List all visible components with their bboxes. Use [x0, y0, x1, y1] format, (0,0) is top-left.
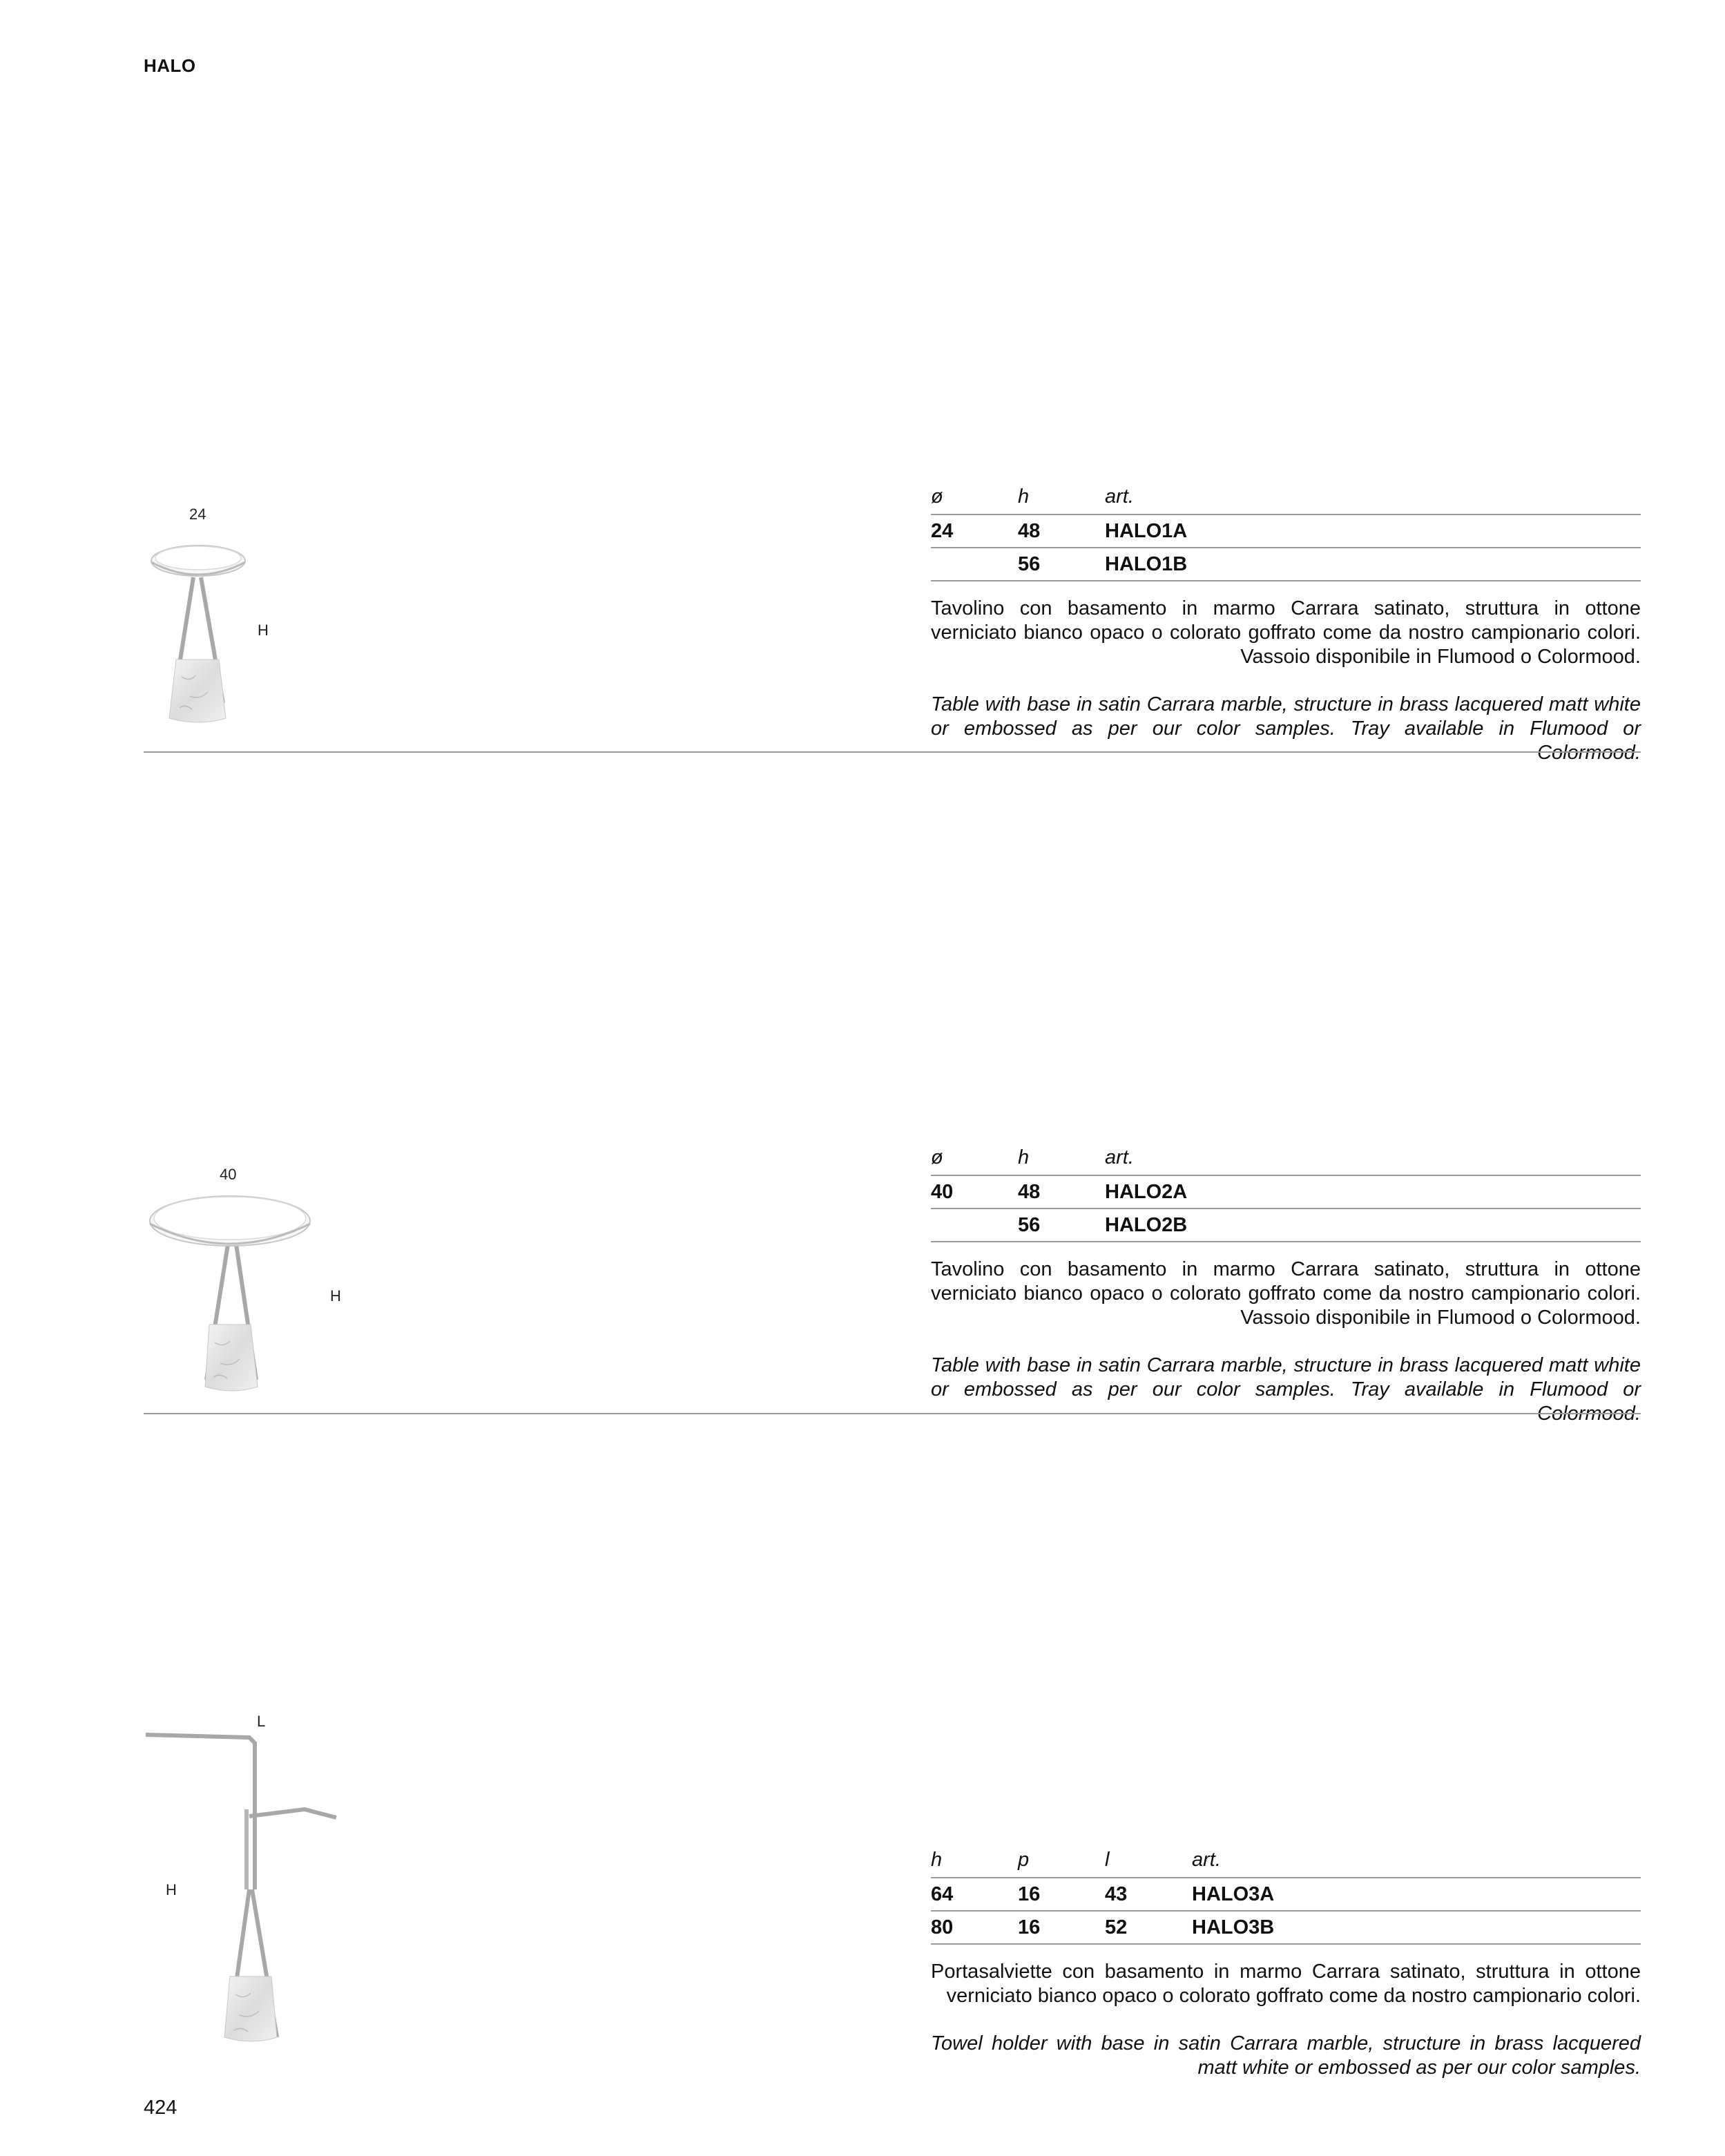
table-row — [931, 514, 1641, 548]
halo3-towel-holder-drawing — [142, 1726, 349, 2051]
halo2-spec — [931, 1143, 1641, 1426]
table-cell: 48 — [1018, 514, 1105, 548]
halo2-spec-table — [931, 1143, 1641, 1242]
table-cell: 56 — [1018, 1209, 1105, 1242]
table-cell — [931, 548, 1018, 581]
description-english: Table with base in satin Carrara marble, structure in brass lacquered matt white or embossed as per our color samples. Tray available in Flumood or Colormood. — [931, 1354, 1641, 1425]
table-row — [931, 548, 1641, 581]
column-header: art. — [1105, 485, 1134, 508]
halo1-spec-table — [931, 482, 1641, 581]
table-cell: 80 — [931, 1911, 1018, 1944]
dimension-label-height: H — [258, 622, 269, 639]
column-header: h — [1018, 485, 1030, 508]
table-cell: HALO3B — [1192, 1911, 1641, 1944]
column-header: ø — [931, 485, 943, 508]
page-number: 424 — [144, 2097, 177, 2119]
table-cell: HALO1B — [1105, 548, 1641, 581]
table-cell: 43 — [1105, 1878, 1192, 1911]
column-header: p — [1018, 1849, 1030, 1871]
table-cell: HALO2B — [1105, 1209, 1641, 1242]
dimension-label-diameter: 24 — [189, 506, 206, 523]
description-italian: Portasalviette con basamento in marmo Carrara satinato, struttura in ottone verniciato bianco opaco o colorato goffrato come da nostro campionario colori. — [931, 1961, 1641, 2007]
description-english: Table with base in satin Carrara marble, structure in brass lacquered matt white or embossed as per our color samples. Tray available in Flumood or Colormood. — [931, 693, 1641, 764]
halo1-table-drawing — [142, 532, 259, 732]
description-italian: Tavolino con basamento in marmo Carrara satinato, struttura in ottone verniciato bianco opaco o colorato goffrato come da nostro campionario colori. Vassoio disponibile in Flumood o Colormood. — [931, 1258, 1641, 1329]
halo3-spec-table — [931, 1845, 1641, 1945]
section-divider — [144, 751, 1641, 753]
dimension-label-height: H — [166, 1881, 177, 1898]
table-cell: HALO3A — [1192, 1878, 1641, 1911]
table-cell: 64 — [931, 1878, 1018, 1911]
table-row — [931, 1209, 1641, 1242]
table-row — [931, 1175, 1641, 1209]
table-cell: HALO1A — [1105, 514, 1641, 548]
section-divider — [144, 1413, 1641, 1414]
table-cell — [931, 1209, 1018, 1242]
column-header: h — [931, 1849, 943, 1871]
table-cell: 52 — [1105, 1911, 1192, 1944]
table-cell: HALO2A — [1105, 1175, 1641, 1209]
column-header: art. — [1192, 1849, 1221, 1871]
dimension-label-height: H — [330, 1287, 341, 1305]
description-english: Towel holder with base in satin Carrara marble, structure in brass lacquered matt white or embossed as per our color samples. — [931, 2032, 1641, 2079]
table-row — [931, 1911, 1641, 1944]
dimension-label-length: L — [257, 1713, 266, 1730]
dimension-label-diameter: 40 — [220, 1166, 237, 1183]
table-cell: 16 — [1018, 1911, 1105, 1944]
halo3-spec — [931, 1845, 1641, 2080]
table-cell: 56 — [1018, 548, 1105, 581]
table-cell: 24 — [931, 514, 1018, 548]
table-cell: 16 — [1018, 1878, 1105, 1911]
table-cell: 40 — [931, 1175, 1018, 1209]
description-italian: Tavolino con basamento in marmo Carrara satinato, struttura in ottone verniciato bianco opaco o colorato goffrato come da nostro campionario colori. Vassoio disponibile in Flumood o Colormood. — [931, 597, 1641, 668]
halo2-table-drawing — [142, 1189, 321, 1396]
column-header: ø — [931, 1146, 943, 1168]
column-header: h — [1018, 1146, 1030, 1168]
table-row — [931, 1878, 1641, 1911]
table-cell: 48 — [1018, 1175, 1105, 1209]
column-header: art. — [1105, 1146, 1134, 1168]
column-header: l — [1105, 1849, 1110, 1871]
catalog-header: HALO — [144, 55, 196, 76]
halo1-spec — [931, 482, 1641, 765]
